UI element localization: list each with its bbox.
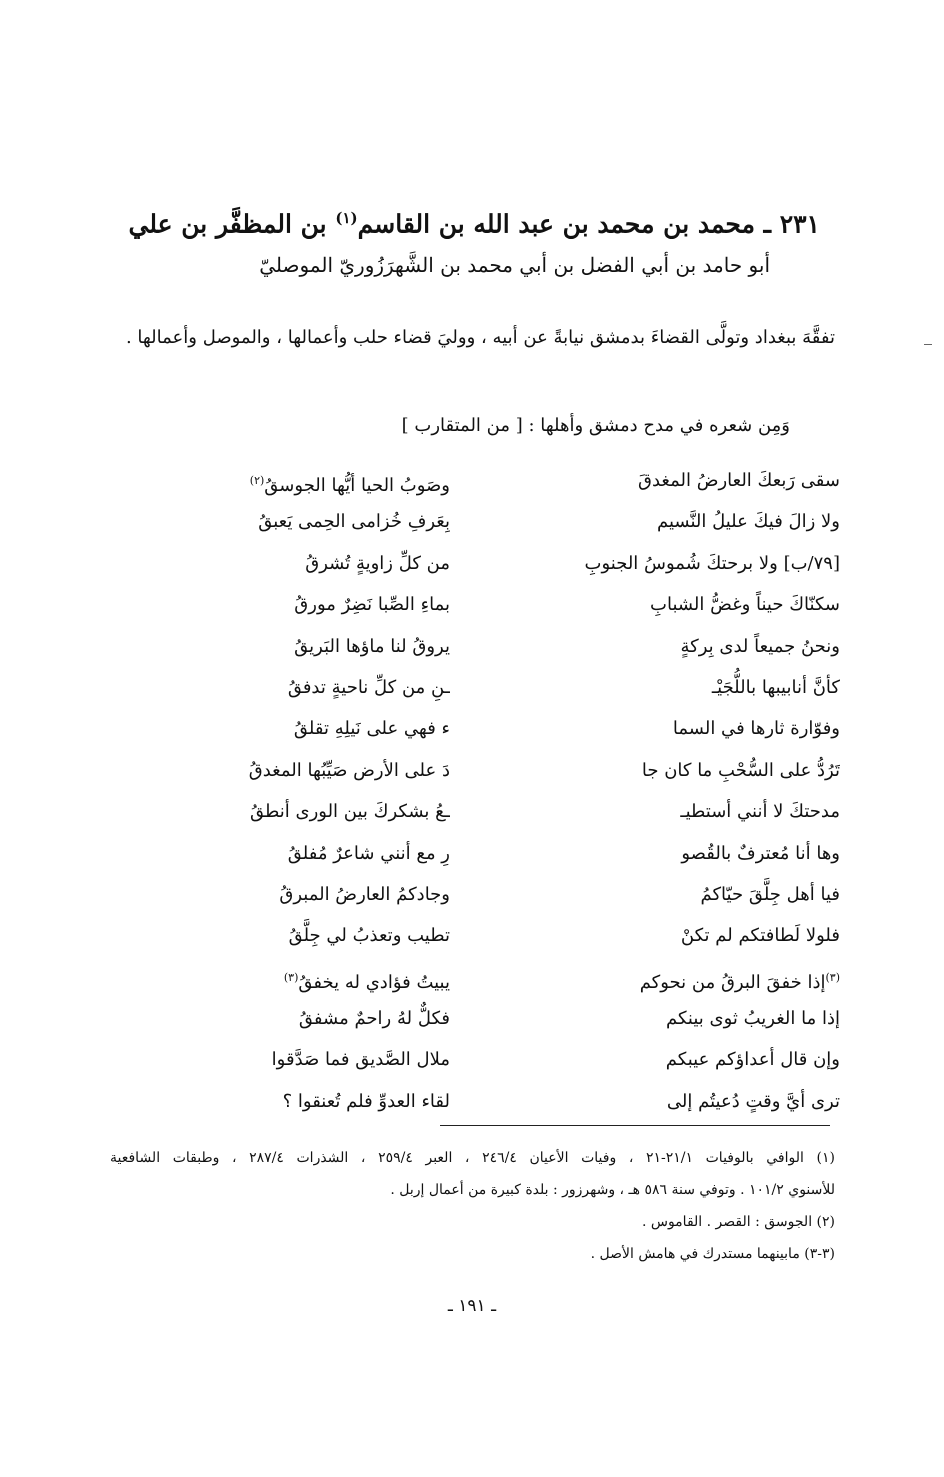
entry-subtitle: أبو حامد بن أبي الفضل بن أبي محمد بن الشَّهرَزُوريّ الموصليّ (259, 253, 770, 277)
hemistich-text: ونحنُ جميعاً لدى بِركةٍ (680, 635, 840, 657)
hemistich-text: بماءِ الصِّبا نَضِرٌ مورقُ (294, 594, 450, 616)
poem-verse (140, 1081, 840, 1122)
hemistich-text: رِ مع أنني شاعرٌ مُفلقُ (287, 842, 450, 864)
hemistich-text: بِعَرفِ خُزامى الحِمى يَعبقُ (258, 511, 450, 533)
hemistich-text: سكنّاكَ حيناً وغضُّ الشبابِ (650, 594, 840, 616)
poem-verse (140, 874, 840, 915)
poem-intro: وَمِن شعره في مدح دمشق وأهلها : [ من المتقارب ] (401, 415, 790, 436)
verse-second-hemistich (140, 460, 450, 506)
verse-first-hemistich (510, 626, 840, 667)
poem-verse (140, 460, 840, 501)
hemistich-text: وفوّارة ثارها في السما (672, 718, 840, 740)
verse-first-hemistich (510, 460, 840, 501)
verse-second-hemistich (140, 1039, 450, 1080)
entry-title: ٢٣١ ـ محمد بن محمد بن عبد الله بن القاسم (357, 209, 820, 239)
verse-first-hemistich (510, 584, 840, 625)
verse-second-hemistich (140, 667, 450, 708)
verse-first-hemistich (510, 501, 840, 542)
footnote-1-line-1: (١) الوافي بالوفيات ٢١/١-٢١ ، وفيات الأعيان ٢٤٦/٤ ، العبر ٢٥٩/٤ ، الشذرات ٢٨٧/٤ ، وطبقات الشافعية (110, 1150, 835, 1166)
footnote-2: (٢) الجوسق : القصر . القاموس . (641, 1214, 835, 1230)
verse-first-hemistich (510, 708, 840, 749)
hemistich-text: فيا أهل جِلَّقَ حيّاكمُ (700, 883, 840, 905)
hemistich-text: ولا زالَ فيكَ عليلُ النَّسيم (657, 511, 840, 533)
poem-verse (140, 750, 840, 791)
hemistich-text: وجادكمُ العارضُ المبرقُ (279, 883, 450, 905)
verse-first-hemistich (510, 543, 840, 584)
margin-mark (924, 344, 932, 345)
hemistich-text: ترى أيَّ وقتٍ دُعيتُم إلى (666, 1090, 840, 1112)
hemistich-text: سقى رَبعكَ العارضُ المغدقَ (637, 470, 840, 491)
verse-second-hemistich (140, 1081, 450, 1122)
hemistich-text: إذا خفقَ البرقُ من نحوكم (639, 971, 826, 993)
verse-second-hemistich (140, 833, 450, 874)
hemistich-text: من كلِّ زاويةٍ تُشرقُ (305, 552, 450, 574)
poem-verse (140, 543, 840, 584)
poem-verse (140, 667, 840, 708)
poem-verse (140, 708, 840, 749)
footnote-marker: (٣) (283, 970, 299, 984)
verse-second-hemistich (140, 501, 450, 542)
hemistich-text: مدحتكَ لا أنني أستطيـ (680, 801, 840, 823)
verse-second-hemistich (140, 998, 450, 1039)
poem-verse (140, 1039, 840, 1080)
poem-verse (140, 501, 840, 542)
hemistich-text: فلولا لَطافتكم لم تكنْ (680, 925, 840, 947)
verse-second-hemistich (140, 915, 450, 956)
verse-first-hemistich (510, 791, 840, 832)
verse-second-hemistich (140, 957, 450, 1003)
footnotes (110, 1142, 835, 1270)
verse-second-hemistich (140, 874, 450, 915)
verse-first-hemistich (510, 750, 840, 791)
hemistich-text: وصَوبُ الحيا أيُّها الجوسقُ (264, 475, 450, 496)
hemistich-text: ـنِ من كلِّ ناحيةٍ تدفقُ (287, 676, 450, 698)
hemistich-text: وها أنا مُعترفٌ بالقُصو (681, 842, 840, 864)
hemistich-text: يبيتُ فؤادي له يخفقُ (298, 971, 450, 993)
hemistich-text: ملال الصَّديق فما صَدَّقوا (271, 1049, 450, 1071)
poem-verse (140, 791, 840, 832)
verse-first-hemistich (510, 1039, 840, 1080)
hemistich-text: وإن قال أعداؤكم عيبكم (665, 1049, 840, 1071)
verse-first-hemistich (510, 833, 840, 874)
hemistich-text: دَ على الأرض صَيِّبُها المغدقُ (248, 759, 450, 781)
verse-first-hemistich (510, 998, 840, 1039)
verse-first-hemistich (510, 915, 840, 956)
verse-second-hemistich (140, 626, 450, 667)
footnote-3: (٣-٣) مابينهما مستدرك في هامش الأصل . (590, 1246, 835, 1262)
verse-first-hemistich (510, 957, 840, 1003)
hemistich-text: كأنَّ أنابيبها باللُّجَيْـ (711, 676, 840, 698)
verse-second-hemistich (140, 750, 450, 791)
verse-first-hemistich (510, 1081, 840, 1122)
hemistich-text: تطيب وتعذبُ لي جِلَّقُ (288, 925, 450, 947)
hemistich-text: يروقُ لنا ماؤها البَريقُ (294, 635, 450, 657)
poem-verse (140, 584, 840, 625)
verse-first-hemistich (510, 874, 840, 915)
verse-second-hemistich (140, 791, 450, 832)
biography-paragraph: تفقَّهَ ببغداد وتولَّى القضاءَ بدمشق نيابةً عن أبيه ، ووليَ قضاء حلب وأعمالها ، والموصل وأعمالها . (125, 327, 835, 348)
hemistich-text: [٧٩/ب] ولا برحتكَ شُموسُ الجنوبِ (584, 552, 840, 574)
poem (140, 460, 840, 1122)
page-number: ـ ١٩١ ـ (447, 1296, 497, 1316)
poem-verse (140, 957, 840, 998)
footnote-1-line-2: للأسنوي ١٠١/٢ . وتوفي سنة ٥٨٦ هـ ، وشهرزور : بلدة كبيرة من أعمال إربل . (390, 1182, 835, 1198)
poem-verse (140, 626, 840, 667)
footnote-marker: (٢) (249, 474, 265, 487)
poem-verse (140, 833, 840, 874)
entry-heading (128, 198, 820, 244)
verse-second-hemistich (140, 708, 450, 749)
hemistich-text: تَرُدُّ على السُّحْبِ ما كان جا (641, 759, 840, 781)
verse-first-hemistich (510, 667, 840, 708)
footnote-marker: (٣) (825, 970, 840, 984)
footnote-divider (440, 1125, 830, 1126)
hemistich-text: إذا ما الغريبُ ثوى بينكم (665, 1008, 840, 1030)
title-footnote-marker: (١) (335, 209, 358, 227)
hemistich-text: ـعُ بشكركَ بين الورى أنطقُ (249, 801, 450, 823)
entry-title-tail: بن المظفَّر بن علي (128, 209, 327, 239)
verse-second-hemistich (140, 584, 450, 625)
poem-verse (140, 915, 840, 956)
verse-second-hemistich (140, 543, 450, 584)
hemistich-text: ء فهي على نَيلِهِ تقلقُ (293, 718, 450, 740)
hemistich-text: فكلٌّ لهُ راحمٌ مشفقُ (298, 1008, 450, 1030)
poem-verse (140, 998, 840, 1039)
hemistich-text: لقاء العدوِّ فلم تُعنقوا ؟ (282, 1090, 450, 1112)
